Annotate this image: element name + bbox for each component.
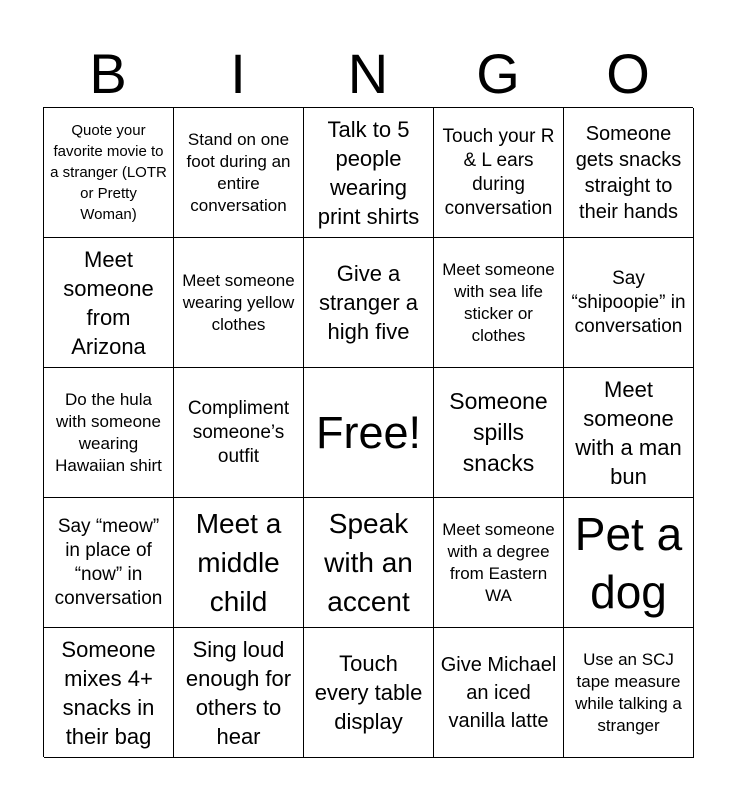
bingo-cell-2-3[interactable] — [304, 238, 434, 368]
bingo-cell-2-1[interactable] — [44, 238, 174, 368]
cell-text: Sing loud enough for others to hear — [185, 636, 292, 749]
cell-text: Meet a middle child — [195, 508, 282, 617]
bingo-cell-4-2[interactable] — [174, 498, 304, 628]
bingo-cell-2-2[interactable] — [174, 238, 304, 368]
bingo-header — [43, 40, 693, 108]
bingo-cell-4-4[interactable] — [434, 498, 564, 628]
bingo-cell-1-3[interactable] — [304, 108, 434, 238]
bingo-cell-1-1[interactable] — [44, 108, 174, 238]
bingo-cell-3-4[interactable] — [434, 368, 564, 498]
bingo-cell-2-4[interactable] — [434, 238, 564, 368]
cell-text: Meet someone with a man bun — [575, 376, 682, 489]
bingo-cell-4-1[interactable] — [44, 498, 174, 628]
header-letter-n: N — [347, 42, 389, 105]
cell-text: Meet someone wearing yellow clothes — [182, 270, 295, 334]
bingo-cell-2-5[interactable] — [564, 238, 694, 368]
bingo-cell-4-3[interactable] — [304, 498, 434, 628]
bingo-cell-4-5[interactable] — [564, 498, 694, 628]
bingo-cell-5-4[interactable] — [434, 628, 564, 758]
bingo-cell-5-1[interactable] — [44, 628, 174, 758]
cell-text: Say “meow” in place of “now” in conversation — [54, 515, 163, 609]
cell-text: Quote your favorite movie to a stranger (LOTR or Pretty Woman) — [50, 122, 167, 223]
cell-text: Stand on one foot during an entire conversation — [186, 129, 291, 215]
cell-text: Meet someone from Arizona — [63, 246, 154, 359]
cell-text: Touch every table display — [314, 651, 423, 734]
cell-text: Someone gets snacks straight to their hands — [575, 122, 682, 223]
cell-text: Do the hula with someone wearing Hawaiian shirt — [55, 389, 162, 475]
cell-text: Meet someone with sea life sticker or clothes — [442, 259, 555, 345]
cell-text: Compliment someone’s outfit — [187, 397, 290, 467]
bingo-grid — [43, 107, 693, 757]
bingo-cell-3-2[interactable] — [174, 368, 304, 498]
bingo-cell-5-2[interactable] — [174, 628, 304, 758]
cell-text: Give Michael an iced vanilla latte — [440, 653, 557, 732]
bingo-cell-3-5[interactable] — [564, 368, 694, 498]
bingo-cell-3-1[interactable] — [44, 368, 174, 498]
cell-text: Give a stranger a high five — [318, 261, 419, 344]
header-letter-i: I — [230, 42, 246, 105]
cell-text: Free! — [315, 406, 422, 458]
cell-text: Touch your R & L ears during conversation — [442, 125, 555, 219]
cell-text: Talk to 5 people wearing print shirts — [317, 116, 420, 229]
bingo-cell-5-3[interactable] — [304, 628, 434, 758]
bingo-cell-5-5[interactable] — [564, 628, 694, 758]
bingo-cell-1-4[interactable] — [434, 108, 564, 238]
header-letter-g: G — [476, 42, 520, 105]
cell-text: Use an SCJ tape measure while talking a stranger — [575, 649, 682, 735]
cell-text: Someone spills snacks — [449, 388, 548, 476]
cell-text: Someone mixes 4+ snacks in their bag — [61, 636, 156, 749]
header-letter-b: B — [89, 42, 127, 105]
bingo-cell-3-3-free[interactable] — [304, 368, 434, 498]
cell-text: Speak with an accent — [324, 508, 413, 617]
bingo-cell-1-2[interactable] — [174, 108, 304, 238]
cell-text: Say “shipoopie” in conversation — [571, 267, 686, 337]
header-letter-o: O — [606, 42, 650, 105]
cell-text: Pet a dog — [574, 507, 683, 618]
bingo-cell-1-5[interactable] — [564, 108, 694, 238]
cell-text: Meet someone with a degree from Eastern WA — [442, 519, 555, 605]
